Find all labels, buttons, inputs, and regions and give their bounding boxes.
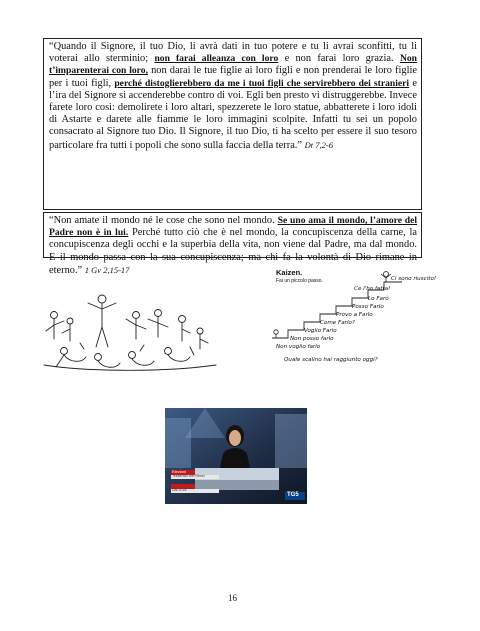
quote-text-segment: “Quando il Signore, il tuo Dio, li avrà dati in tuo potere e tu li avrai sconfitti, tu li voterai allo sterminio;: [49, 41, 417, 65]
kaizen-step: Posso Farlo: [352, 304, 384, 310]
quote-text-segment: e l’ira del Signore si accenderebbe contro di voi. Egli ben presto vi distruggerebbe. Invece farete loro così: demolirete i loro altari, spezzerete le loro statue, abbatterete i loro idoli di Astarte e darete alle fiamme le loro immagini scolpite. Infatti tu sei un popolo consacrato al Signore tuo Dio. Il Signore, il tuo Dio, ti ha scelto per essere il suo tesoro particolare fra tutti i popoli che sono sulla faccia della terra.”: [49, 77, 417, 151]
underlined-phrase: Non t’imparenterai con loro,: [49, 53, 417, 77]
bible-reference: Dt 7,2-6: [304, 139, 333, 150]
quote-text-segment: non darai le tue figlie ai loro figli e non prenderai le loro figlie per i tuoi figli,: [49, 65, 417, 89]
kaizen-subtitle: Fai un piccolo passo.: [276, 278, 323, 284]
news-lower-third-label: Tesserato con Renzi: [172, 474, 205, 478]
kaizen-step: Lo Farò: [368, 296, 389, 302]
news-lower-third-label: Dal 2018: [172, 488, 187, 492]
news-broadcast-photo: [165, 408, 307, 504]
quote-text: [44, 39, 421, 152]
crowd-sketch-illustration: [40, 285, 220, 380]
underlined-phrase: perché distoglierebbero da me i tuoi figli che servirebbero dei stranieri: [114, 77, 410, 89]
bible-reference: 1 Gv 2,15-17: [84, 264, 130, 275]
quote-text-segment: “Non amate il mondo né le cose che sono nel mondo.: [49, 215, 275, 226]
kaizen-title: Kaizen.: [276, 268, 303, 277]
kaizen-question: Quale scalino hai raggiunto oggi?: [284, 357, 378, 363]
kaizen-step: Provo a Farlo: [336, 312, 373, 318]
kaizen-step: Voglio Farlo: [304, 328, 337, 334]
kaizen-step: Ci sono riuscito!: [391, 276, 437, 282]
quote-box-deuteronomy: [43, 38, 422, 210]
quote-text-segment: Perché tutto ciò che è nel mondo, la concupiscenza della carne, la concupiscenza degli occhi e la superbia della vita, non viene dal Padre, ma dal mondo. E il mondo passa con la sua concupiscenza; ma chi fa la volontà di Dio rimane in eterno.”: [49, 227, 417, 276]
underlined-phrase: non farai alleanza con loro: [154, 53, 279, 65]
page-number: 16: [228, 593, 237, 603]
kaizen-step: Come Farlo?: [320, 320, 355, 326]
kaizen-step: Ce l'ho fatta!: [354, 286, 391, 292]
tg5-logo: TG5: [287, 492, 299, 498]
quote-text-segment: e non farai loro grazia.: [284, 53, 394, 65]
kaizen-step: Non voglio farlo: [276, 344, 321, 350]
kaizen-step: Non posso farlo: [290, 336, 334, 342]
news-lower-third-label: Elezioni: [172, 469, 187, 474]
underlined-phrase: Se uno ama il mondo, l’amore del Padre non è in lui.: [49, 215, 417, 239]
